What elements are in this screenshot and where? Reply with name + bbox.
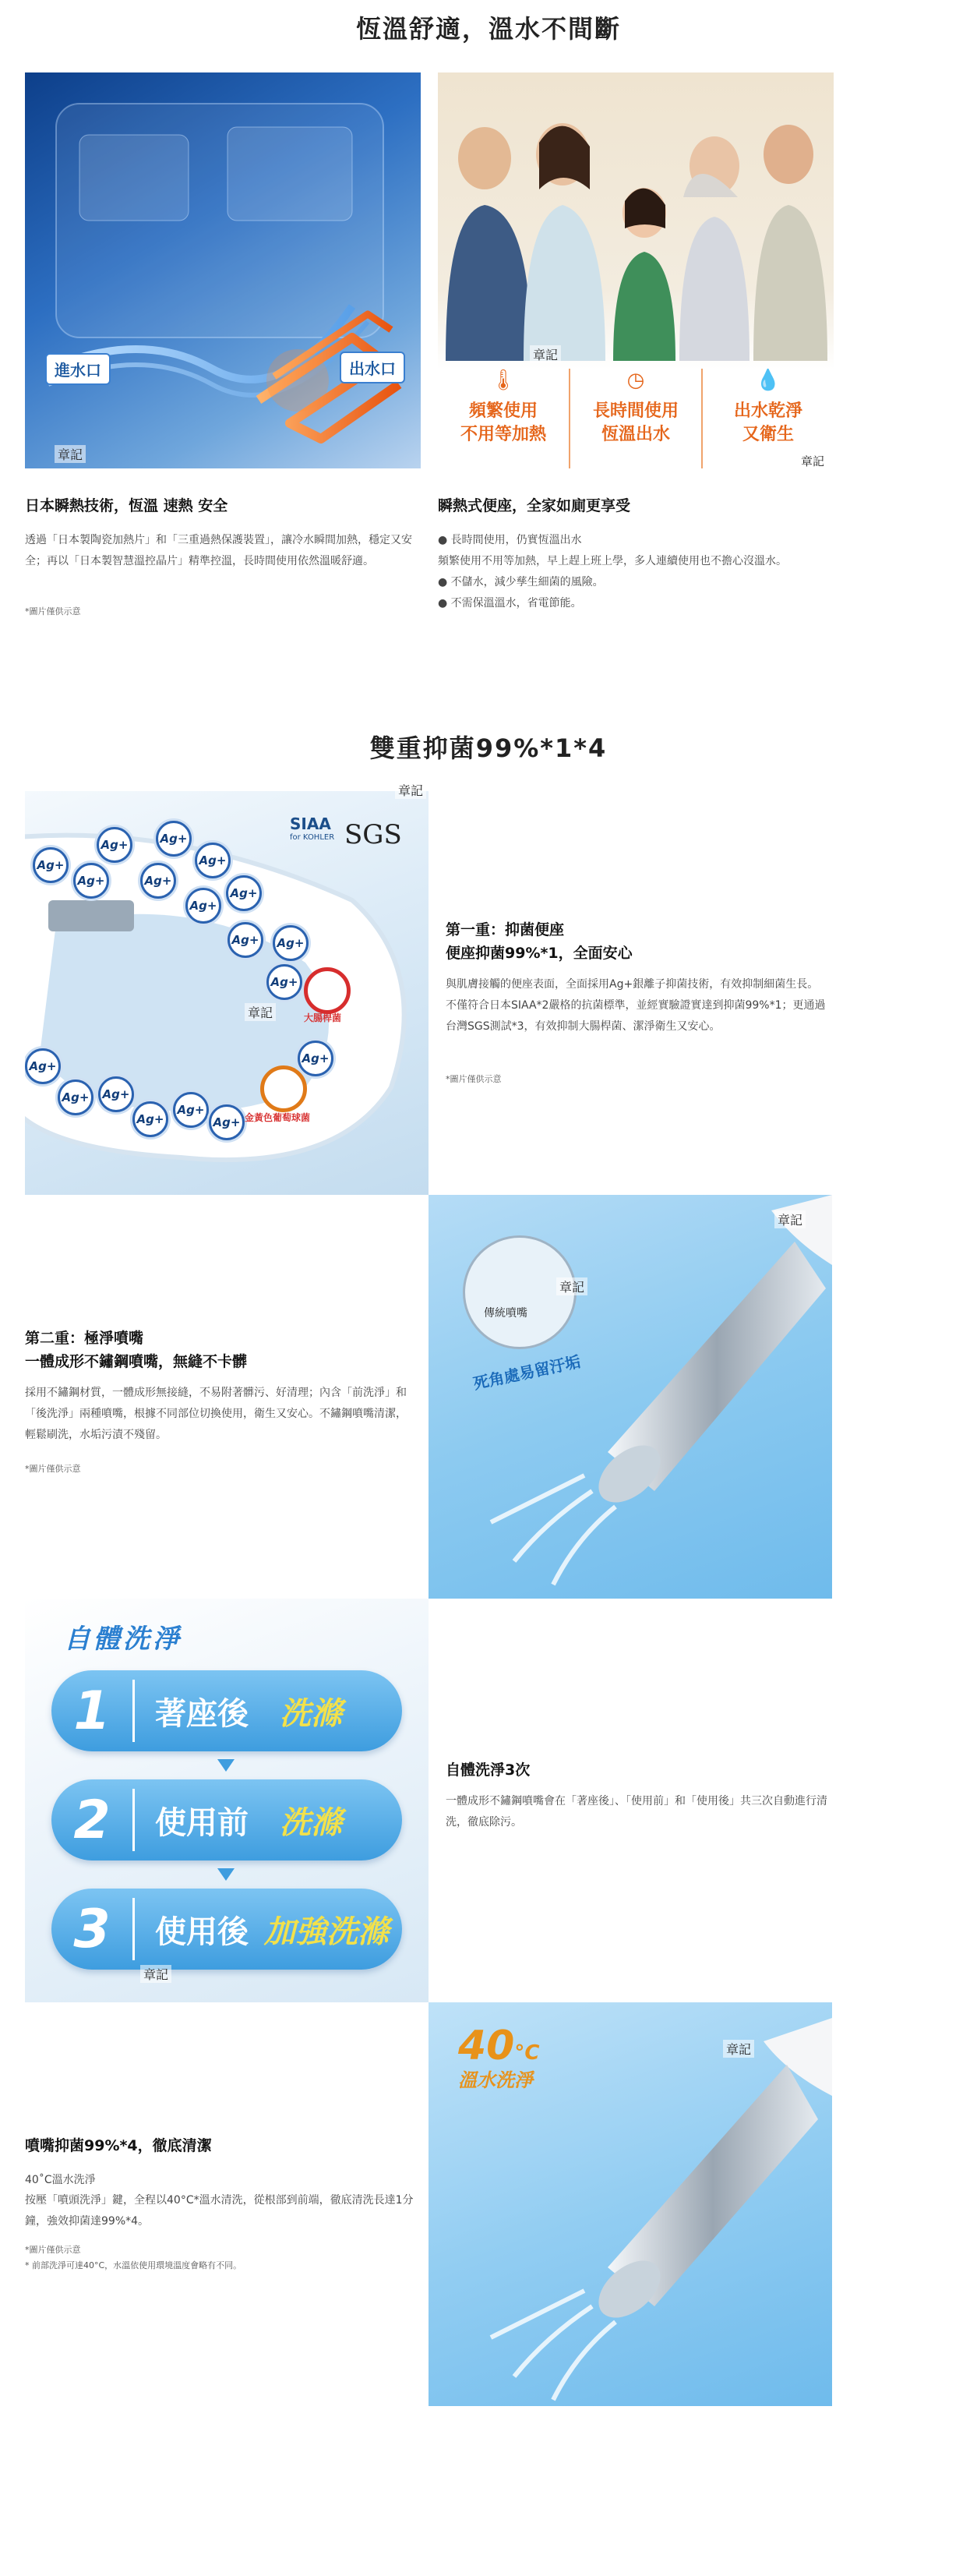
warm-wash-body: 按壓「噴頭洗淨」鍵，全程以40°C*溫水清洗，從根部到前端，徹底清洗長達1分鐘，強效抑菌達99%*4。	[25, 2194, 414, 2228]
traditional-nozzle-label: 傳統噴嘴	[484, 1307, 527, 1320]
no-bacteria-icon	[260, 1065, 307, 1112]
self-clean-panel	[25, 1599, 429, 2002]
antibacterial-seat-heading	[446, 918, 835, 965]
step-timing: 著座後	[155, 1695, 249, 1732]
silver-ion-icon: Ag+	[195, 843, 231, 878]
siaa-logo	[290, 814, 344, 858]
temperature-value: 40	[458, 2023, 515, 2069]
silver-ion-icon: Ag+	[298, 1041, 333, 1076]
nozzle-heading	[25, 1327, 414, 1373]
silver-ion-icon: Ag+	[98, 1076, 134, 1112]
silver-ion-icon: Ag+	[227, 922, 263, 958]
bacteria-label-staph: 金黃色葡萄球菌	[245, 1112, 311, 1123]
self-clean-body: 一體成形不鏽鋼噴嘴會在「著座後」、「使用前」和「使用後」共三次自動進行清洗，徹底除污。	[446, 1795, 827, 1829]
no-bacteria-icon	[304, 967, 351, 1014]
clean-step	[51, 1779, 402, 1860]
temperature-badge	[458, 2023, 539, 2092]
heading-line: 一體成形不鏽鋼噴嘴，無縫不卡髒	[25, 1353, 248, 1370]
image-note: *圖片僅供示意	[25, 1464, 81, 1474]
watermark-stamp: 章記	[395, 781, 426, 799]
watermark-stamp: 章記	[723, 2040, 754, 2058]
heading-line: 第一重：抑菌便座	[446, 921, 565, 938]
silver-ion-icon: Ag+	[73, 863, 109, 899]
image-note: *圖片僅供示意	[25, 606, 81, 617]
warm-wash-image	[429, 2002, 832, 2406]
step-action: 洗滌	[280, 1695, 342, 1732]
bullet-item: ● 長時間使用，仍實恆溫出水	[438, 534, 582, 546]
silver-ion-icon: Ag+	[156, 821, 192, 857]
heater-heading: 日本瞬熱技術，恆溫 速熱 安全	[25, 497, 228, 514]
feature-row	[438, 369, 834, 468]
step-number: 2	[73, 1789, 111, 1851]
step-action: 洗滌	[280, 1804, 342, 1841]
watermark-stamp: 章記	[774, 1210, 806, 1228]
watermark-stamp: 章記	[140, 1965, 171, 1983]
temperature-unit: °C	[514, 2041, 540, 2065]
bullet-item: ● 不需保溫溫水，省電節能。	[438, 597, 582, 610]
heater-image	[25, 72, 421, 468]
step-number: 3	[73, 1898, 111, 1960]
feature-item-constant-temp	[570, 369, 703, 468]
silver-ion-icon: Ag+	[33, 847, 69, 883]
bacteria-label-ecoli: 大腸桿菌	[304, 1012, 342, 1023]
dirt-warning-text: 死角處易留汙垢	[471, 1352, 583, 1394]
feature-item-quick-heat	[438, 369, 570, 468]
silver-ion-icon: Ag+	[132, 1101, 168, 1137]
antibacterial-seat-image	[25, 791, 429, 1195]
feature-label: 頻繁使用 不用等加熱	[460, 401, 546, 444]
family-image	[438, 72, 834, 468]
water-drop-icon: 💧	[755, 369, 781, 392]
self-clean-panel-title: 自體洗淨	[64, 1624, 182, 1655]
heater-illustration	[25, 72, 421, 468]
silver-ion-icon: Ag+	[273, 925, 309, 961]
antibacterial-seat-body: 與肌膚接觸的便座表面，全面採用Ag+銀離子抑菌技術，有效抑制細菌生長。 不僅符合日本SIAA*2嚴格的抗菌標準，並經實驗證實達到抑菌99%*1；更通過台灣SGS測試*3，有效抑制大腸桿菌、潔淨衛生又安心。	[446, 978, 826, 1033]
heater-body: 透過「日本製陶瓷加熱片」和「三重過熱保護裝置」，讓冷水瞬間加熱，穩定又安全；再以「日本製智慧溫控晶片」精準控溫，長時間使用依然溫暖舒適。	[25, 534, 412, 567]
siaa-logo-text: SIAA	[290, 814, 331, 833]
arrow-down-icon	[217, 1759, 235, 1772]
silver-ion-icon: Ag+	[266, 964, 302, 1000]
family-illustration	[438, 72, 834, 384]
silver-ion-icon: Ag+	[173, 1092, 209, 1128]
step-timing: 使用前	[155, 1804, 249, 1841]
water-inlet-label: 進水口	[45, 353, 111, 385]
silver-ion-icon: Ag+	[58, 1080, 93, 1115]
watermark-stamp: 章記	[55, 445, 86, 463]
nozzle-image	[429, 1195, 832, 1599]
clean-step	[51, 1889, 402, 1970]
bullet-item: ● 不儲水，減少孳生細菌的風險。	[438, 576, 604, 588]
instant-seat-heading: 瞬熱式便座，全家如廁更享受	[438, 497, 631, 514]
step-number: 1	[73, 1680, 111, 1742]
warm-wash-subheading: 40˚C溫水洗淨	[25, 2174, 96, 2186]
step-action: 加強洗滌	[264, 1913, 389, 1950]
watermark-stamp: 章記	[798, 453, 827, 468]
temperature-caption: 溫水洗淨	[458, 2069, 533, 2091]
image-note: *圖片僅供示意	[446, 1074, 502, 1084]
temperature-note: * 前部洗淨可達40°C，水溫依使用環境溫度會略有不同。	[25, 2260, 242, 2270]
arrow-down-icon	[217, 1868, 235, 1881]
instant-seat-bullets	[438, 530, 843, 614]
self-clean-heading: 自體洗淨3次	[446, 1762, 531, 1779]
image-note: *圖片僅供示意	[25, 2245, 81, 2255]
nozzle-body: 採用不鏽鋼材質，一體成形無接縫，不易附著髒污、好清理；內含「前洗淨」和「後洗淨」兩種噴嘴，根據不同部位切換使用，衛生又安心。不鏽鋼噴嘴清潔，輕鬆刷洗，水垢污漬不殘留。	[25, 1387, 407, 1441]
water-outlet-label: 出水口	[340, 352, 405, 383]
siaa-logo-subtext: for KOHLER	[290, 833, 335, 842]
heading-line: 便座抑菌99%*1，全面安心	[446, 945, 633, 962]
watermark-stamp: 章記	[530, 345, 561, 363]
sgs-logo: SGS	[344, 819, 402, 850]
bullet-item: 頻繁使用不用等加熱，早上趕上班上學，多人連續使用也不擔心沒溫水。	[438, 555, 787, 567]
feature-label: 長時間使用 恆溫出水	[592, 401, 679, 444]
watermark-stamp: 章記	[556, 1277, 587, 1295]
section-title-warm: 恆溫舒適，溫水不間斷	[355, 14, 621, 44]
step-timing: 使用後	[155, 1913, 249, 1950]
watermark-stamp: 章記	[245, 1003, 276, 1021]
section-title-antibacterial: 雙重抑菌99%*1*4	[369, 733, 608, 763]
silver-ion-icon: Ag+	[140, 863, 176, 899]
clean-step	[51, 1670, 402, 1751]
silver-ion-icon: Ag+	[97, 827, 132, 863]
thermometer-icon: 🌡	[490, 369, 517, 392]
silver-ion-icon: Ag+	[226, 875, 262, 911]
heading-line: 第二重：極淨噴嘴	[25, 1330, 144, 1347]
silver-ion-icon: Ag+	[209, 1104, 245, 1140]
feature-label: 出水乾淨 又衛生	[733, 401, 802, 444]
silver-ion-icon: Ag+	[25, 1048, 61, 1084]
warm-wash-heading: 噴嘴抑菌99%*4，徹底清潔	[25, 2137, 212, 2154]
silver-ion-icon: Ag+	[185, 888, 221, 924]
clock-icon: ◷	[626, 369, 645, 392]
